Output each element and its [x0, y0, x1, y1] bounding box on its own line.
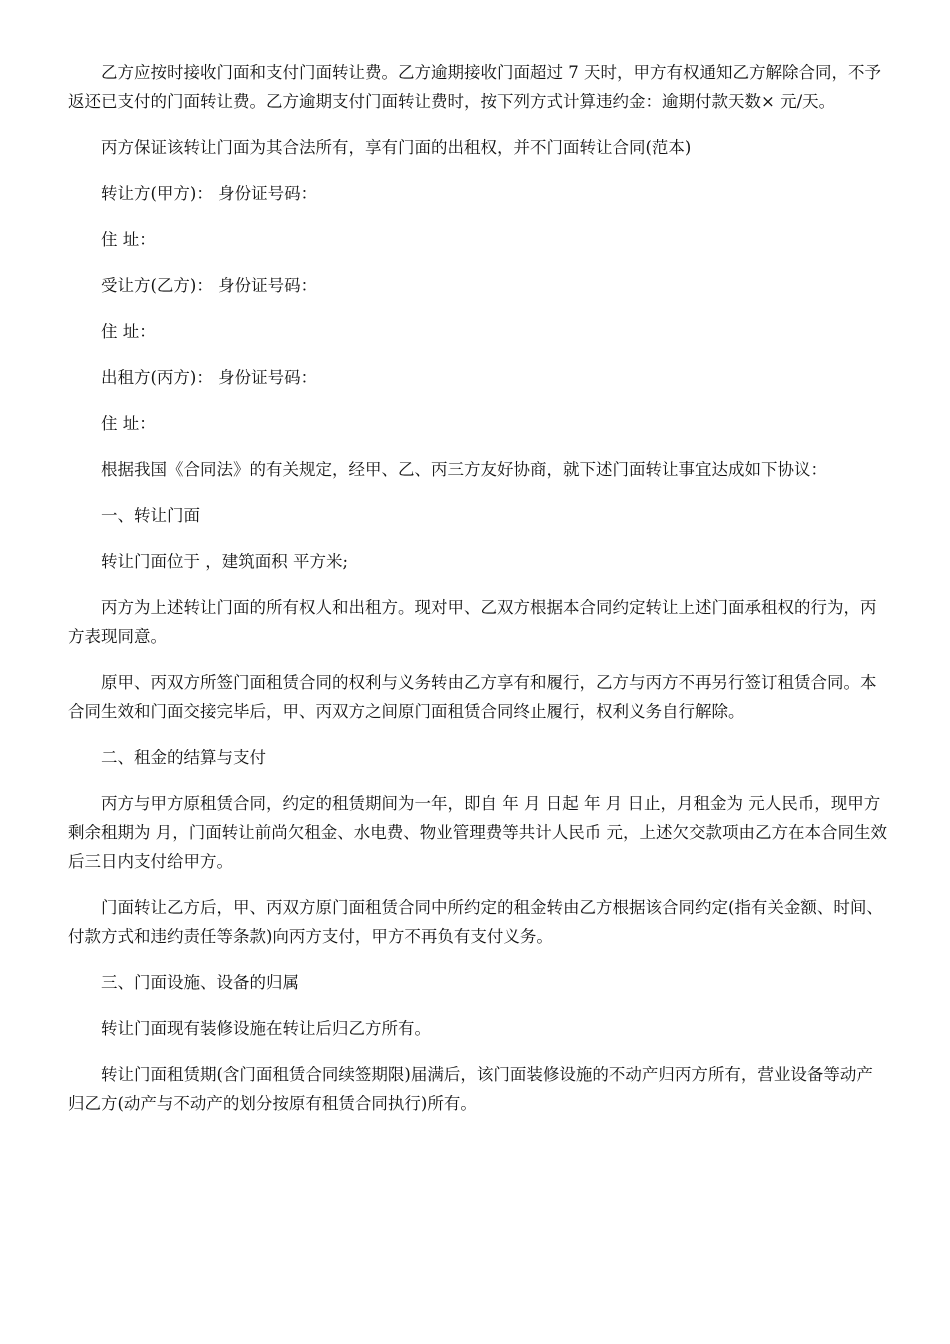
paragraph-location: 转让门面位于 ，建筑面积 平方米;	[101, 552, 349, 571]
paragraph-late-payment: 乙方应按时接收门面和支付门面转让费。乙方逾期接收门面超过 7 天时，甲方有权通知乙方解除合同，不予返还已支付的门面转让费。乙方逾期支付门面转让费时，按下列方式计算违约金：逾期付款天数× 元/天。	[68, 63, 881, 111]
paragraph-rent-payment: 门面转让乙方后，甲、丙双方原门面租赁合同中所约定的租金转由乙方根据该合同约定(指有关金额、时间、付款方式和违约责任等条款)向丙方支付，甲方不再负有支付义务。	[68, 898, 883, 946]
paragraph-owner-consent: 丙方为上述转让门面的所有权人和出租方。现对甲、乙双方根据本合同约定转让上述门面承租权的行为，丙方表现同意。	[68, 598, 877, 646]
party-b-address: 住 址：	[101, 322, 156, 341]
paragraph-preamble: 根据我国《合同法》的有关规定，经甲、乙、丙三方友好协商，就下述门面转让事宜达成如下协议：	[101, 460, 827, 479]
party-a-address: 住 址：	[101, 230, 156, 249]
document-body	[68, 58, 888, 1135]
paragraph-lease-term: 丙方与甲方原租赁合同，约定的租赁期间为一年，即自 年 月 日起 年 月 日止，月租金为 元人民币，现甲方剩余租期为 月，门面转让前尚欠租金、水电费、物业管理费等共计人民币 元，上述欠交款项由乙方在本合同生效后三日内支付给甲方。	[68, 794, 887, 871]
party-a-line: 转让方(甲方)： 身份证号码：	[101, 184, 318, 203]
paragraph-party-c-guarantee: 丙方保证该转让门面为其合法所有，享有门面的出租权，并不门面转让合同(范本)	[101, 138, 692, 157]
paragraph-property-division: 转让门面租赁期(含门面租赁合同续签期限)届满后，该门面装修设施的不动产归丙方所有，营业设备等动产归乙方(动产与不动产的划分按原有租赁合同执行)所有。	[68, 1065, 873, 1113]
section-heading-1: 一、转让门面	[101, 506, 200, 525]
party-c-address: 住 址：	[101, 414, 156, 433]
section-heading-2: 二、租金的结算与支付	[101, 748, 266, 767]
paragraph-fixtures: 转让门面现有装修设施在转让后归乙方所有。	[101, 1019, 431, 1038]
party-b-line: 受让方(乙方)： 身份证号码：	[101, 276, 318, 295]
paragraph-rights-transfer: 原甲、丙双方所签门面租赁合同的权利与义务转由乙方享有和履行，乙方与丙方不再另行签订租赁合同。本合同生效和门面交接完毕后，甲、丙双方之间原门面租赁合同终止履行，权利义务自行解除。	[68, 673, 877, 721]
party-c-line: 出租方(丙方)： 身份证号码：	[101, 368, 318, 387]
section-heading-3: 三、门面设施、设备的归属	[101, 973, 299, 992]
